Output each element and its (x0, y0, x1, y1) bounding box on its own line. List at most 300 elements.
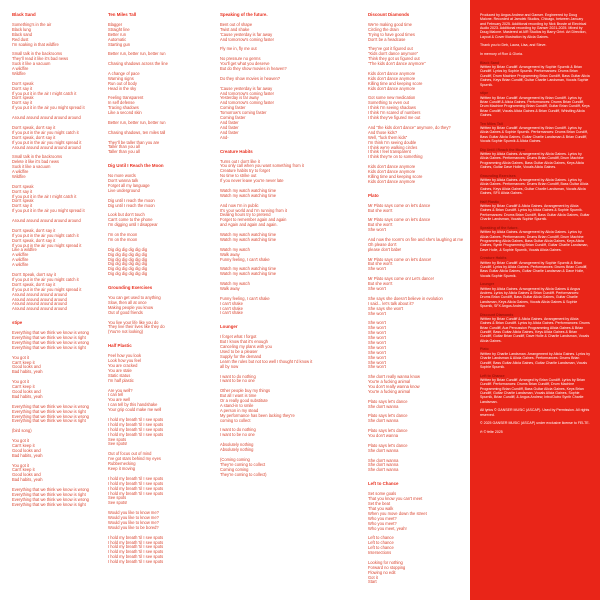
lyric-line: Red dust (12, 36, 29, 42)
lyric-line: They live their lives like they do (108, 324, 165, 330)
lyric-stanza (220, 47, 332, 52)
lyric-line: and Again and again and again. (220, 222, 278, 228)
lyric-line: Everything that we think we know is wrong (12, 339, 89, 345)
song-title: Lounger (220, 324, 238, 330)
lyric-line: They'll read it like it's bad news (12, 56, 69, 62)
lyric-line: Chasing shadows across the line (108, 61, 168, 67)
lyric-line: You got it (12, 354, 29, 360)
lyric-line: coming to collect (220, 417, 251, 423)
lyric-line: If you put in the air you might catch it (12, 129, 79, 135)
lyric-line: I'm soaking in that wildfire (12, 41, 59, 47)
lyric-line: Think they got us figured out (368, 56, 420, 62)
lyric-line: Set the beat (368, 501, 391, 507)
lyric-stanza (108, 141, 212, 156)
lyric-line: And now the room's on fire and she's laughing at me (368, 236, 464, 242)
lyric-line: Dig dig dig dig dig dig (108, 266, 148, 272)
lyrics-column-3 (220, 13, 332, 487)
lyric-line: I think I'm scared of numbers (368, 110, 421, 116)
lyric-line: But do they show movies in heaven? (220, 66, 287, 72)
song-title: Speaking of the future. (220, 12, 268, 17)
lyric-stanza (220, 248, 332, 263)
lyric-stanza (12, 82, 98, 111)
lyric-line: I've got stars behind my eyes (108, 456, 161, 462)
lyric-stanza (108, 477, 212, 506)
lyric-line: 'Cause yesterday is far away (220, 85, 273, 91)
lyric-line: Would you like to know me? (108, 519, 159, 525)
lyric-line: And faster (220, 119, 239, 125)
lyric-line: Like a wildfire (12, 247, 37, 253)
lyric-line: Dig dig dig dig dig dig (108, 256, 148, 262)
lyric-stanza (368, 96, 468, 121)
credit-song-text: Written by Brian Cundiff. Arrangement by Brian Cundiff. Lyrics by Brian Cundiff & Alicia Gaines. Performances: Drums Brian Cundiff, Drum Machine Programming Brian Cundiff, Guitar Brian Cundiff, Keys Brian Cundiff, Vocals Alicia Gaines & Brian Cundiff, Whistling Alicia Gaines. (480, 95, 590, 117)
lyric-line: Good looks and (12, 364, 41, 370)
lyric-line: Don't say it (12, 203, 33, 209)
lyric-line: Look but don't touch (108, 212, 145, 218)
lyric-line: Everything that we think we know is right (12, 335, 86, 341)
credit-song-title: stipe (480, 91, 489, 96)
lyric-line: I hold my breath 'til I see spots (108, 544, 164, 550)
lyric-line: Set some goals (368, 491, 397, 497)
credit-song-text: Written by Alicia Gaines. Arrangement by Alicia Gaines. Lyrics by Alicia Gaines. Performances: Drums Brian Cundiff, Drum Machine Programming Alicia Gaines, Bass Guitar Alicia Gaines, Keys Alicia Gaines, Guitar Dave Holle, Vocals Alicia Gaines. (480, 152, 584, 170)
lyric-line: Plato says let's dance (368, 413, 408, 419)
lyric-line: Don't Speak, don't say it (12, 271, 56, 277)
lyric-line: She won't (368, 349, 386, 355)
credit-song-text: Written by Brian Cundiff. Arrangement by Sophie Spurnik & Brian Cundiff. Lyrics by Sophie Spurnik. Performances: Drums Brian Cundiff, Drum Machine Programming Brian Cundiff, Bass Guitar Alicia Gaines, Keys Brian Cundiff, Guitar Charlie Landsman, Vocals Sophie Spurnik. (480, 65, 590, 87)
lyric-line: Can't keep it (12, 442, 35, 448)
lyric-stanza (108, 23, 212, 48)
lyric-stanza (12, 116, 98, 121)
credits-footer-line: ℗ © felte 2025 (480, 430, 503, 434)
lyric-stanza (368, 47, 468, 67)
lyric-line: Don't speak (12, 198, 34, 204)
lyric-line: See spots! (108, 441, 128, 447)
lyric-line: Feel how you look (108, 353, 141, 359)
lyric-line: Better run, better run, better run (108, 51, 166, 57)
lyric-line: And those kids? (368, 129, 398, 135)
lyric-line: You're a fucking animal (368, 379, 411, 385)
lyric-line: But I know that it's enough (220, 339, 268, 345)
lyric-line: Everything that we think we know is right (12, 344, 86, 350)
lyric-line: Blagger (108, 21, 123, 27)
lyric-line: Forward no stopping (368, 564, 406, 570)
lyric-line: Fly me in, fly me out (220, 46, 257, 52)
credit-song-title: Dig Until I Reach the Moon (480, 147, 525, 152)
lyric-line: If you put it in the air I might catch it (12, 90, 77, 96)
lyric-line: If you put it in the air you might spread it (12, 208, 85, 214)
lyric-stanza (12, 185, 98, 214)
lyric-stanza (108, 354, 212, 383)
lyric-line: She don't wanna (368, 462, 399, 468)
lyric-line: If you put it in the air you might spread it (12, 105, 85, 111)
credit-song-text: Written by Charlie Landsman. Arrangement by Alicia Gaines. Lyrics by Charlie Landsman & Alicia Gaines. Performances: Drums Brian Cundiff, Bass Guitar Alicia Gaines, Guitar Charlie Landsman, Vocals Sophie Spurnik. (480, 351, 591, 369)
lyric-line: Start (368, 579, 377, 585)
lyric-line: See spots! (108, 500, 128, 506)
lyric-line: Out of focus out of mind (108, 451, 152, 457)
lyric-line: I hold my breath 'til I see spots (108, 475, 164, 481)
lyric-line: I hold my breath 'til I see spots (108, 485, 164, 491)
lyric-stanza (108, 213, 212, 228)
lyrics-column-2 (108, 13, 212, 574)
lyric-line: Supply for the demand (220, 353, 262, 359)
lyric-line: Twist and shake (220, 26, 250, 32)
lyric-stanza (12, 356, 98, 376)
lyric-line: Do they show movies in heaven? (220, 75, 281, 81)
lyric-stanza (220, 23, 332, 43)
song-block (108, 164, 212, 277)
song-title: Discount Diamonds (368, 12, 410, 17)
lyric-stanza (220, 204, 332, 229)
lyric-line: Don't speak (12, 95, 34, 101)
lyric-stanza (368, 238, 468, 253)
lyric-line: Canceling my plans with you (220, 344, 272, 350)
lyric-line: Static status (108, 372, 131, 378)
lyric-stanza (108, 248, 212, 277)
lyric-line: Yesterday is far away (220, 95, 259, 101)
lyric-stanza (220, 87, 332, 141)
lyric-line: She don't wanna (368, 403, 399, 409)
lyric-line: Got some new medication (368, 95, 416, 101)
lyric-line: She won't (368, 339, 386, 345)
lyric-line: A wildfire (12, 262, 29, 268)
lyric-line: Who you meet, yeah! (368, 525, 407, 531)
lyric-line: They're coming to collect (220, 461, 266, 467)
lyric-line: She don't wanna (368, 447, 399, 453)
lyric-line: Everything that we think we know is wrong (12, 487, 89, 493)
lyric-line: Wildfire (12, 173, 26, 179)
lyric-line: Feeling transparent (108, 95, 144, 101)
lyric-line: And tomorrow's coming faster (220, 90, 275, 96)
lyric-line: She won't (368, 266, 386, 272)
lyric-line: Something's in the air (12, 21, 52, 27)
lyric-line: You got it (12, 379, 29, 385)
lyric-line: Kids don't dance anymore (368, 85, 416, 91)
lyric-line: Watch my watch watching time (220, 271, 277, 277)
lyric-line: I want to do nothing (220, 427, 256, 433)
lyric-line: Are you well? (108, 387, 133, 393)
lyric-line: Left to chance (368, 545, 394, 551)
lyric-line: She says she won't (368, 305, 404, 311)
lyric-line: I'm half plastic (108, 377, 134, 383)
lyric-line: You only call when you want something from it (220, 163, 304, 169)
lyric-line: Kids don't dance anymore (368, 178, 416, 184)
lyrics-column-4 (368, 13, 468, 594)
lyric-line: See spots (108, 436, 127, 442)
lyric-line: Dig until I reach the moon (108, 202, 155, 208)
lyric-stanza (368, 414, 468, 424)
lyric-line: No pressure no germs (220, 56, 261, 62)
lyric-stanza (368, 536, 468, 556)
lyric-line: And "the kids don't dance" anymore, do they? (368, 124, 451, 130)
lyric-stanza (12, 229, 98, 268)
lyric-line: Suck it like a vacuum (12, 164, 51, 170)
lyric-line: I think they're on to something (368, 154, 423, 160)
lyric-line: (You're not looking) (108, 329, 143, 335)
lyric-line: Small talk in the backrooms (12, 154, 63, 160)
lyric-line: I want to be no one (220, 378, 255, 384)
lyric-line: Dig dig dig dig dig dig (108, 271, 148, 277)
lyric-line: Kids don't dance anymore (368, 75, 416, 81)
lyric-stanza (12, 23, 98, 48)
song-block (368, 482, 468, 585)
lyric-line: Bent out of shape (220, 21, 253, 27)
lyric-line: Kids don't dance anymore (368, 169, 416, 175)
credit-song-title: Creature Habits (480, 256, 507, 261)
lyric-line: Live underground (108, 187, 140, 193)
song-block (108, 13, 212, 155)
lyric-stanza (368, 126, 468, 160)
lyric-stanza (368, 165, 468, 185)
lyric-line: I think we're walking circles (368, 144, 418, 150)
lyric-line: I hold my breath 'til I see spots (108, 549, 164, 555)
lyric-stanza (220, 335, 332, 369)
credits-footer (480, 408, 590, 434)
lyric-stanza (108, 389, 212, 414)
lyric-line: Good looks and (12, 447, 41, 453)
lyric-line: And now I'm in public (220, 202, 259, 208)
credit-song-title: Black Sand (480, 60, 500, 65)
lyric-line: Dig dig dig dig dig dig (108, 251, 148, 257)
lyric-line: Around around around around around (12, 218, 81, 224)
lyric-line: Bad habits, yeah (12, 477, 43, 483)
lyric-line: Would you like to be bored? (108, 524, 159, 530)
lyric-line: Can't keep it (12, 359, 35, 365)
lyric-line: Suck it like a vacuum (12, 61, 51, 67)
lyric-stanza (368, 400, 468, 410)
lyric-line: A change of pace (108, 70, 140, 76)
lyric-line: She won't (368, 285, 386, 291)
lyric-line: Everything that we think we know is wrong (12, 403, 89, 409)
lyric-line: Plato says let's dance (368, 398, 408, 404)
lyric-line: She won't (368, 325, 386, 331)
lyric-stanza (108, 131, 212, 136)
lyric-stanza (368, 321, 468, 370)
credit-song-title: Half Plastic (480, 199, 500, 204)
lyric-line: Left to chance (368, 535, 394, 541)
lyrics-column-1 (12, 13, 98, 517)
lyric-line: Oh please don't (368, 241, 397, 247)
lyric-line: Like a second skin (108, 110, 142, 116)
lyric-stanza (108, 52, 212, 57)
lyric-line: I'm think I'm seeing double (368, 139, 417, 145)
lyric-line: If you put in the air you might spread it (12, 286, 82, 292)
lyric-line: Small talk in the backrooms (12, 51, 63, 57)
lyric-line: She don't wanna (368, 467, 399, 473)
lyric-stanza (368, 375, 468, 395)
lyric-line: You got it (12, 438, 29, 443)
lyric-line: But she won't (368, 281, 393, 287)
lyric-line: You got it (12, 462, 29, 468)
lyric-line: "The kids don't dance anymore" (368, 61, 426, 67)
lyric-line: Can't come to the phone (108, 217, 153, 223)
lyric-line: I think they've figured me out (368, 115, 421, 121)
lyric-line: Bad habits, yeah (12, 369, 43, 375)
lyric-line: You don't really wanna know (368, 384, 420, 390)
lyric-line: Would you like to know me? (108, 510, 159, 516)
lyric-stanza (108, 418, 212, 447)
lyric-line: She won't (368, 364, 386, 370)
lyric-line: She won't (368, 310, 386, 316)
lyric-line: Making people you know (108, 304, 154, 310)
lyric-line: If you put in the air you might spread it (12, 242, 82, 248)
lyric-line: If you put in the air you might catch it (12, 276, 79, 282)
lyric-line: Good looks and (12, 472, 41, 478)
lyric-line: Look how you feel (108, 358, 141, 364)
lyric-line: Slow, then all at once (108, 299, 147, 305)
lyric-stanza (12, 429, 98, 434)
lyric-line: You are well (108, 397, 131, 403)
lyric-stanza (12, 273, 98, 312)
lyric-line: Don't speak, don't say it (12, 237, 56, 243)
lyric-line: You are cracked (108, 363, 138, 368)
lyric-line: They've got it figured out (368, 46, 413, 52)
lyric-line: Everything that we think we know is right (12, 418, 86, 424)
lyric-line: Everything that we think we know is wrong (12, 413, 89, 419)
lyric-line: Better run (108, 31, 126, 37)
credit-song-title: Plato (480, 347, 489, 352)
lyric-line: Watch my watch watching time (220, 232, 277, 238)
lyric-line: Don't wanna talk (108, 178, 139, 184)
lyric-line: I think I feel transparent (368, 149, 411, 155)
lyric-line: Head in the sky (108, 85, 137, 91)
lyric-line: I want to be no one (220, 432, 255, 438)
lyric-line: (Coming coming (220, 456, 250, 462)
lyric-line: Watch my watch watching time (220, 236, 277, 242)
lyric-stanza (368, 459, 468, 474)
lyric-line: I'm on the moon (108, 236, 138, 242)
credit-song-text: Written by Brian Cundiff. Arrangement by Brian Cundiff. Lyrics by Alicia Gaines & Sophie Spurnik. Performances: Drums Brian Cundiff, Bass Guitar Alicia Gaines, Guitar Charlie Landsman & Brian Cundiff, Vocals Sophie Spurnik & Alicia Gaines. (480, 125, 588, 143)
lyric-line: No more words (108, 173, 136, 179)
lyric-stanza (12, 439, 98, 459)
lyric-line: all by now (220, 363, 239, 369)
song-title: Black Sand (12, 12, 36, 17)
lyric-line: They're coming to collect) (220, 471, 267, 477)
credit-song-block (480, 61, 590, 87)
lyric-line: Flowing no edit (368, 569, 396, 575)
lyric-line: But she won't (368, 222, 393, 228)
lyric-stanza (220, 297, 332, 317)
lyric-stanza (12, 155, 98, 180)
lyric-line: Learn the rules but not too well I thought I'd know it (220, 358, 313, 364)
lyric-line: In self defense (108, 100, 135, 106)
lyric-line: Don't speak, don't say it (12, 281, 56, 287)
credit-song-block (480, 174, 590, 196)
lyric-line: I can't shake (220, 305, 243, 311)
lyric-stanza (368, 277, 468, 292)
lyric-line: Don't speak, don't say it (12, 134, 56, 140)
lyric-line: Watch my watch watching time (220, 266, 277, 272)
credit-song-block (480, 91, 590, 117)
lyric-line: Keep it moving (108, 465, 136, 471)
lyric-line: You are stale (108, 367, 132, 373)
lyric-stanza (220, 389, 332, 423)
credit-song-title: Discount Diamonds (480, 312, 514, 317)
lyric-line: Who you meet? (368, 520, 397, 526)
lyric-line: You live your life like you do (108, 319, 159, 325)
lyric-line: Walk away (220, 251, 240, 257)
lyric-line: Forget all my language (108, 182, 150, 188)
lyric-stanza (368, 72, 468, 92)
credit-song-block (480, 226, 590, 252)
lyric-stanza (108, 536, 212, 565)
lyric-line: Killing time and keeping score (368, 173, 423, 179)
lyric-stanza (12, 488, 98, 508)
lyric-stanza (220, 375, 332, 385)
lyric-stanza (12, 126, 98, 151)
lyric-line: Absolutely nothing (220, 442, 254, 448)
lyric-line: It's your world and I'm running from it (220, 207, 287, 213)
lyric-line: She don't wanna (368, 418, 399, 424)
lyric-line: I hold my breath 'til I see spots (108, 539, 164, 545)
lyric-line: I hold my breath 'til I see spots (108, 421, 164, 427)
lyric-stanza (368, 444, 468, 454)
lyric-stanza (220, 189, 332, 199)
credits-panel (470, 0, 600, 600)
credits-intro-paragraph: Produced by Angus Andrew and Ganser. Engineered by Doug Malone. Recorded at Jamdek Studios, Chicago, between January and February 2025. Additional recording by Nick Broste at Electrical Audio 2023. Additional recording by Ganser 2021-2025. Mixed by Doug Malone. Mastered at AIR Studios by Barry Grint. Art Direction, Layout & Cover Illustration by Alicia Gaines. (480, 13, 587, 39)
lyric-line: Well, "fuck them kids" (368, 134, 408, 140)
lyric-stanza (12, 380, 98, 400)
lyric-line: A wildfire (12, 169, 29, 175)
lyric-line: If you put it in the air I might catch it (12, 193, 77, 199)
lyric-stanza (220, 458, 332, 478)
lyric-stanza (220, 282, 332, 292)
lyric-stanza (368, 204, 468, 214)
lyric-line: Trying to have good times (368, 31, 415, 37)
lyric-line: No time to strike out (220, 173, 257, 179)
lyric-line: You'll get what you deserve (220, 61, 270, 67)
lyric-stanza (108, 452, 212, 472)
lyric-line: I can tell (108, 392, 124, 398)
credit-song-block (480, 347, 590, 369)
song-title: Grounding Exercises (108, 285, 153, 291)
lyric-line: I hold my breath 'til I see spots (108, 490, 164, 496)
credit-song-text: Written by Brian Cundiff & Alicia Gaines. Arrangement by Alicia Gaines & Brian Cundiff. Lyrics by Alicia Gaines. Performances: Drums Brian Cundiff, Aux Percussion Programming Alicia Gaines & Brian Cundiff, Bass Guitar Alicia Gaines, Keys Alicia Gaines & Brian Cundiff, Guitar Brian Cundiff, Dave Holle & Charlie Landsman, Vocals Alicia Gaines. (480, 317, 590, 343)
credit-song-title: Left to Chance (480, 373, 505, 378)
lyric-line: Around around around around (12, 291, 67, 297)
lyric-line: Better run, better run, better run (108, 119, 166, 125)
credit-song-text: Written by Alicia Gaines. Arrangement by Alicia Gaines. Lyrics by Alicia Gaines. Performances: Drums Brian Cundiff, Drum Machine Programming Alicia Gaines, Bass Guitar Alicia Gaines, Keys Alicia Gaines, Synth Programming Brian Cundiff, Guitar Charlie Landsman, Dave Holle, & Sophie Spurnik, Vocals Alicia Gaines. (480, 230, 589, 252)
lyric-line: See spots (108, 495, 127, 501)
lyric-line: She says she doesn't believe in evolution (368, 295, 443, 301)
lyric-line: Plato says let's dance (368, 442, 408, 448)
credit-song-block (480, 148, 590, 170)
lyric-line: Who you meet? (368, 515, 397, 521)
lyric-line: But she won't (368, 207, 393, 213)
lyric-stanza (108, 233, 212, 243)
lyric-line: Around around around around around (12, 115, 81, 121)
lyric-line: Wildfire (12, 70, 26, 76)
lyric-line: I forget what I forgot (220, 334, 257, 340)
lyric-line: Tomorrow's coming faster (220, 110, 267, 116)
lyric-line: Coming coming (220, 466, 249, 472)
lyric-line: When you move down the street (368, 510, 427, 516)
credit-song-title: Speaking of the future. (480, 225, 519, 230)
credit-song-block (480, 122, 590, 144)
lyric-line: I hold my breath 'til I see spots (108, 554, 164, 560)
lyric-line: Bad habits, yeah (12, 393, 43, 399)
lyric-line: A stand-in to smile (220, 402, 254, 408)
credits-intro-paragraph: In memory of Ron & Gloria. (480, 52, 523, 57)
lyric-stanza (12, 52, 98, 77)
song-title: Ten Miles Tall (108, 12, 137, 17)
lyric-line: Black lung (12, 26, 31, 32)
lyric-stanza (368, 429, 468, 439)
lyric-line: Automatic (108, 36, 127, 42)
lyric-line: I can't shake (220, 310, 243, 316)
lyric-stanza (108, 321, 212, 336)
credit-song-block (480, 282, 590, 308)
lyric-line: Good looks and (12, 388, 41, 394)
lyric-line: Turns out I don't like it (220, 158, 260, 164)
